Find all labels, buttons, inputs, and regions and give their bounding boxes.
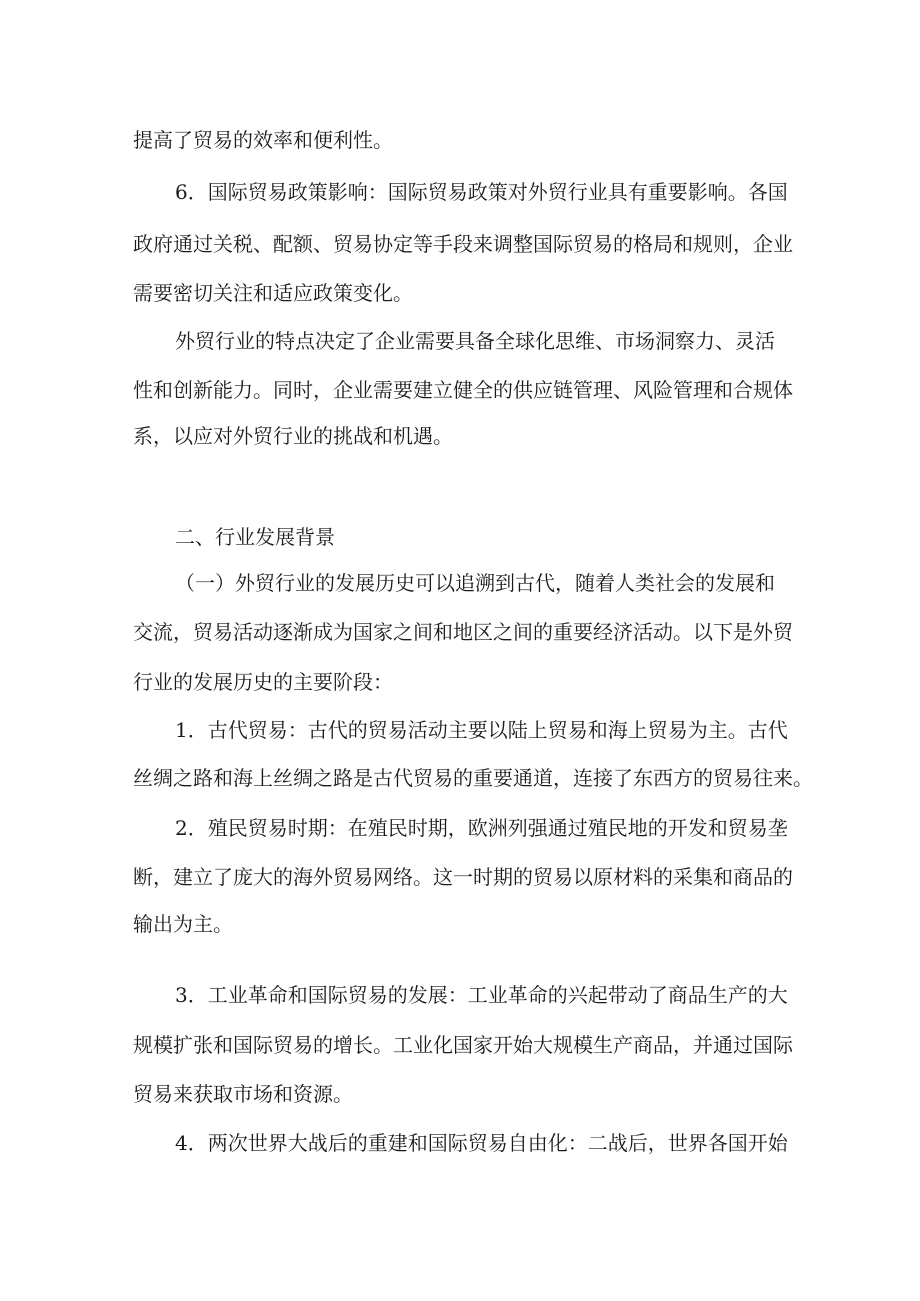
- text-line: 系，以应对外贸行业的挑战和机遇。: [133, 424, 453, 448]
- section-heading: [0, 517, 920, 557]
- text-line: 2．殖民贸易时期：在殖民时期，欧洲列强通过殖民地的开发和贸易垄: [175, 816, 788, 840]
- text-line: 交流，贸易活动逐渐成为国家之间和地区之间的重要经济活动。以下是外贸: [133, 620, 793, 644]
- paragraph-line: [0, 120, 920, 160]
- text-line: 6．国际贸易政策影响：国际贸易政策对外贸行业具有重要影响。各国: [175, 180, 788, 204]
- text-line: 输出为主。: [133, 912, 233, 936]
- text-line: 丝绸之路和海上丝绸之路是古代贸易的重要通道，连接了东西方的贸易往来。: [133, 766, 813, 790]
- paragraph-line: [0, 612, 920, 652]
- paragraph-line: [0, 662, 920, 702]
- text-line: 需要密切关注和适应政策变化。: [133, 281, 413, 305]
- text-line: 4．两次世界大战后的重建和国际贸易自由化：二战后，世界各国开始: [175, 1131, 788, 1155]
- paragraph-line: [0, 273, 920, 313]
- text-line: 性和创新能力。同时，企业需要建立健全的供应链管理、风险管理和合规体: [133, 378, 793, 402]
- paragraph-line: [0, 1074, 920, 1114]
- paragraph-line: [0, 975, 920, 1015]
- paragraph-line: [0, 1123, 920, 1163]
- paragraph-line: [0, 172, 920, 212]
- paragraph-line: [0, 416, 920, 456]
- text-line: 政府通过关税、配额、贸易协定等手段来调整国际贸易的格局和规则，企业: [133, 232, 793, 256]
- text-line: 断，建立了庞大的海外贸易网络。这一时期的贸易以原材料的采集和商品的: [133, 865, 793, 889]
- text-line: 贸易来获取市场和资源。: [133, 1082, 353, 1106]
- paragraph-line: [0, 808, 920, 848]
- paragraph-line: [0, 857, 920, 897]
- text-line: 1．古代贸易：古代的贸易活动主要以陆上贸易和海上贸易为主。古代: [175, 718, 788, 742]
- paragraph-line: [0, 904, 920, 944]
- text-line: 3．工业革命和国际贸易的发展：工业革命的兴起带动了商品生产的大: [175, 983, 788, 1007]
- paragraph-line: [0, 370, 920, 410]
- paragraph-line: [0, 1025, 920, 1065]
- paragraph-line: [0, 710, 920, 750]
- text-line: 提高了贸易的效率和便利性。: [133, 128, 393, 152]
- section-heading-text: 二、行业发展背景: [175, 525, 335, 549]
- text-line: 外贸行业的特点决定了企业需要具备全球化思维、市场洞察力、灵活: [175, 329, 775, 353]
- paragraph-line: [0, 758, 920, 798]
- text-line: （一）外贸行业的发展历史可以追溯到古代，随着人类社会的发展和: [175, 571, 775, 595]
- text-line: 规模扩张和国际贸易的增长。工业化国家开始大规模生产商品，并通过国际: [133, 1033, 793, 1057]
- text-line: 行业的发展历史的主要阶段：: [133, 670, 393, 694]
- paragraph-line: [0, 563, 920, 603]
- paragraph-line: [0, 224, 920, 264]
- paragraph-line: [0, 321, 920, 361]
